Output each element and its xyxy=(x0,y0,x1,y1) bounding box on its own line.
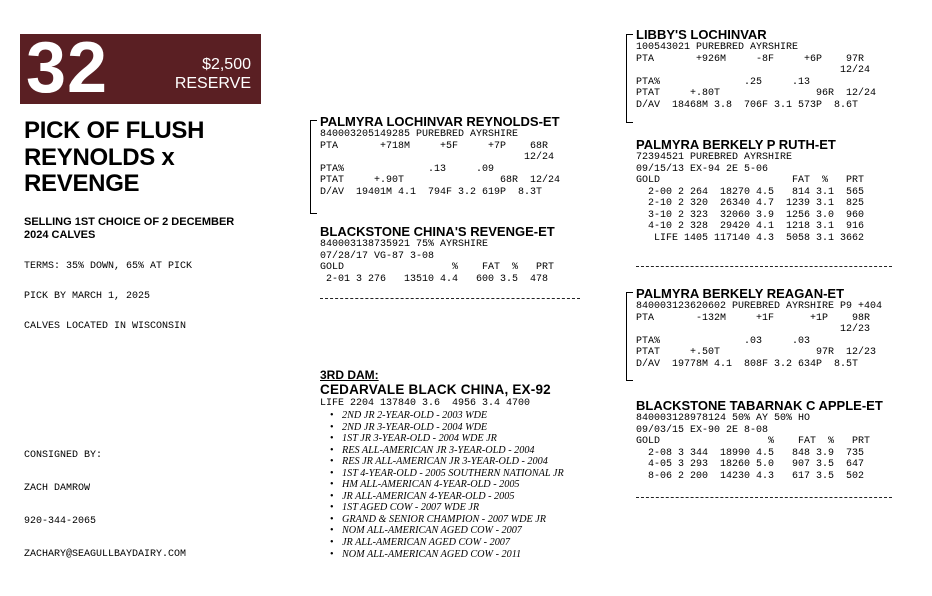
sire-line: 840003205149285 PUREBRED AYRSHIRE xyxy=(320,129,519,140)
ruth-line: 09/15/13 EX-94 2E 5-06 xyxy=(636,163,769,175)
honor-item: • NOM ALL-AMERICAN AGED COW - 2011 xyxy=(330,549,564,561)
dam-name: BLACKSTONE CHINA'S REVENGE-ET xyxy=(320,224,555,239)
honor-item: • RES ALL-AMERICAN JR 3-YEAR-OLD - 2004 xyxy=(330,445,564,457)
consigner-phone: 920-344-2065 xyxy=(24,516,97,527)
dam-divider xyxy=(320,298,580,299)
right-top-bracket xyxy=(626,34,633,123)
apple-line: 2-08 3 344 18990 4.5 848 3.9 735 xyxy=(636,447,865,459)
dam-line: GOLD % FAT % PRT xyxy=(320,262,555,273)
reagan-block xyxy=(636,286,882,370)
honor-item: • HM ALL-AMERICAN 4-YEAR-OLD - 2005 xyxy=(330,479,564,491)
ruth-line: 2-00 2 264 18270 4.5 814 3.1 565 xyxy=(636,186,865,198)
consigned-label: CONSIGNED BY: xyxy=(24,450,103,461)
lot-title xyxy=(24,118,264,198)
libby-line: PTA% .25 .13 xyxy=(636,76,811,88)
selling-line: 2024 CALVES xyxy=(24,228,96,241)
honor-item: • JR ALL-AMERICAN AGED COW - 2007 xyxy=(330,537,564,549)
libby-block xyxy=(636,27,876,111)
third-dam-life: LIFE 2204 137840 3.6 4956 3.4 4700 xyxy=(320,398,531,409)
honor-item: • 2ND JR 3-YEAR-OLD - 2004 WDE xyxy=(330,422,564,434)
apple-line: 840003128978124 50% AY 50% HO xyxy=(636,413,811,424)
ruth-name: PALMYRA BERKELY P RUTH-ET xyxy=(636,137,836,152)
apple-line: 4-05 3 293 18260 5.0 907 3.5 647 xyxy=(636,459,865,470)
sire-line: PTAT +.90T 68R 12/24 xyxy=(320,175,561,186)
libby-line: D/AV 18468M 3.8 706F 3.1 573P 8.6T xyxy=(636,99,859,111)
apple-line: 8-06 2 200 14230 4.3 617 3.5 502 xyxy=(636,470,865,482)
reagan-name: PALMYRA BERKELY REAGAN-ET xyxy=(636,286,845,301)
lot-number-box xyxy=(20,28,261,108)
honor-item: • JR ALL-AMERICAN 4-YEAR-OLD - 2005 xyxy=(330,491,564,503)
sire-block xyxy=(320,114,560,198)
honor-item: • 1ST AGED COW - 2007 WDE JR xyxy=(330,502,564,514)
reagan-line: 12/23 xyxy=(636,324,871,335)
honor-item: • 1ST 4-YEAR-OLD - 2005 SOUTHERN NATIONAL JR xyxy=(330,468,564,480)
libby-name: LIBBY'S LOCHINVAR xyxy=(636,27,767,42)
honor-item: • GRAND & SENIOR CHAMPION - 2007 WDE JR xyxy=(330,514,564,526)
price: $2,500 xyxy=(202,56,251,73)
ruth-line: 72394521 PUREBRED AYRSHIRE xyxy=(636,152,793,163)
dam-line: 2-01 3 276 13510 4.4 600 3.5 478 xyxy=(320,273,549,285)
sire-line: PTA +718M +5F +7P 68R xyxy=(320,140,549,152)
third-dam-block xyxy=(320,368,551,410)
reagan-line: D/AV 19778M 4.1 808F 3.2 634P 8.5T xyxy=(636,358,859,370)
dam-line: 840003138735921 75% AYRSHIRE xyxy=(320,239,489,250)
ruth-divider xyxy=(636,266,892,267)
reagan-line: PTA -132M +1F +1P 98R xyxy=(636,312,871,324)
honor-item: • 1ST JR 3-YEAR-OLD - 2004 WDE JR xyxy=(330,433,564,445)
ruth-line: GOLD FAT % PRT xyxy=(636,175,865,186)
reagan-line: PTA% .03 .03 xyxy=(636,335,811,347)
honors-list xyxy=(330,410,564,560)
sire-bracket xyxy=(310,120,317,214)
dam-block xyxy=(320,224,555,285)
lot-number: 32 xyxy=(26,28,109,108)
third-dam-label: 3RD DAM: xyxy=(320,368,379,382)
sire-line: PTA% .13 .09 xyxy=(320,163,495,175)
selling-text xyxy=(24,216,264,241)
honor-item: • NOM ALL-AMERICAN AGED COW - 2007 xyxy=(330,525,564,537)
apple-line: 09/03/15 EX-90 2E 8-08 xyxy=(636,424,769,436)
ruth-line: 3-10 2 323 32060 3.9 1256 3.0 960 xyxy=(636,209,865,221)
libby-line: 12/24 xyxy=(636,65,871,76)
apple-line: GOLD % FAT % PRT xyxy=(636,436,871,447)
consigner-block xyxy=(24,428,186,571)
reserve-label: RESERVE xyxy=(174,75,251,92)
libby-line: PTA +926M -8F +6P 97R xyxy=(636,53,865,65)
ruth-block xyxy=(636,137,864,244)
pick-by-text: PICK BY MARCH 1, 2025 xyxy=(24,291,151,302)
dam-line: 07/28/17 VG-87 3-08 xyxy=(320,250,435,262)
libby-line: 100543021 PUREBRED AYRSHIRE xyxy=(636,42,799,53)
libby-line: PTAT +.80T 96R 12/24 xyxy=(636,88,877,99)
lot-title-line: REYNOLDS x xyxy=(24,143,175,171)
ruth-line: 4-10 2 328 29420 4.1 1218 3.1 916 xyxy=(636,221,865,232)
sire-line: D/AV 19401M 4.1 794F 3.2 619P 8.3T xyxy=(320,186,543,198)
apple-divider xyxy=(636,497,892,498)
consigner-email: ZACHARY@SEAGULLBAYDAIRY.COM xyxy=(24,549,187,560)
apple-block xyxy=(636,398,883,482)
honor-item: • 2ND JR 2-YEAR-OLD - 2003 WDE xyxy=(330,410,564,422)
reagan-line: 840003123620602 PUREBRED AYRSHIRE P9 +404 xyxy=(636,301,883,312)
apple-name: BLACKSTONE TABARNAK C APPLE-ET xyxy=(636,398,883,413)
reagan-line: PTAT +.50T 97R 12/23 xyxy=(636,347,877,358)
ruth-line: LIFE 1405 117140 4.3 5058 3.1 3662 xyxy=(636,232,865,244)
right-bottom-bracket xyxy=(626,292,633,381)
consigner-name: ZACH DAMROW xyxy=(24,483,91,494)
sire-name: PALMYRA LOCHINVAR REYNOLDS-ET xyxy=(320,114,560,129)
sire-line: 12/24 xyxy=(320,152,555,163)
reserve-price xyxy=(175,55,251,93)
third-dam-name: CEDARVALE BLACK CHINA, EX-92 xyxy=(320,382,551,397)
lot-title-line: REVENGE xyxy=(24,170,140,197)
lot-title-line: PICK OF FLUSH xyxy=(24,117,205,144)
ruth-line: 2-10 2 320 26340 4.7 1239 3.1 825 xyxy=(636,198,865,209)
terms-text: TERMS: 35% DOWN, 65% AT PICK xyxy=(24,261,193,272)
location-text: CALVES LOCATED IN WISCONSIN xyxy=(24,321,187,332)
honor-item: • RES JR ALL-AMERICAN JR 3-YEAR-OLD - 2004 xyxy=(330,456,564,468)
selling-line: SELLING 1ST CHOICE OF 2 DECEMBER xyxy=(24,216,235,228)
